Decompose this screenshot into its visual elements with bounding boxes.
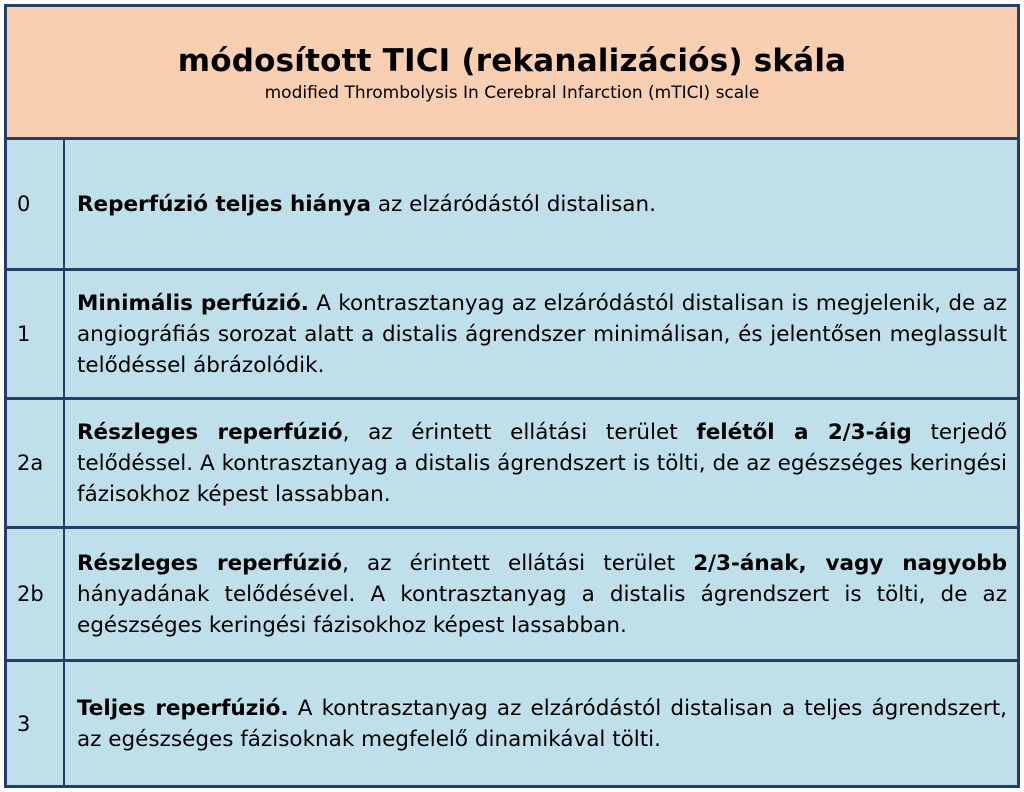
table-header [7, 7, 1017, 140]
description-text: , az érintett ellátási terület [342, 550, 694, 576]
grade-cell: 0 [7, 140, 65, 268]
description-cell [77, 400, 1007, 526]
table-row [7, 271, 1017, 400]
mtici-scale-table [4, 4, 1020, 788]
description-bold: Minimális perfúzió. [77, 290, 309, 316]
description-cell [77, 140, 1007, 268]
description-text: hányadának telődésével. A kontrasztanyag a distalis ágrendszert is tölti, de az egészséges keringési fázisokhoz képest lassabban. [77, 581, 1007, 638]
grade-cell: 2b [7, 529, 65, 659]
grade-cell: 2a [7, 400, 65, 526]
description-bold: Teljes reperfúzió. [77, 695, 289, 721]
description-cell [77, 271, 1007, 397]
description-bold: Részleges reperfúzió [77, 550, 343, 576]
table-row [7, 529, 1017, 662]
table-title: módosított TICI (rekanalizációs) skála [177, 43, 847, 79]
description-text: A kontrasztanyag az elzáródástól distalisan a teljes ágrendszert, az egészséges fázisoknak megfelelő dinamikával tölti. [77, 695, 1007, 752]
description-text: az elzáródástól distalisan. [371, 191, 656, 217]
table-subtitle: modified Thrombolysis In Cerebral Infarction (mTICI) scale [264, 83, 760, 103]
description-text: terjedő telődéssel. A kontrasztanyag a distalis ágrendszert is tölti, de az egészséges keringési fázisokhoz képest lassabban. [77, 419, 1007, 507]
table-row [7, 400, 1017, 529]
description-bold: 2/3-ának, vagy nagyobb [693, 550, 1007, 576]
grade-cell: 1 [7, 271, 65, 397]
grade-cell: 3 [7, 662, 65, 785]
description-bold: Reperfúzió teljes hiánya [77, 191, 371, 217]
table-row [7, 140, 1017, 271]
table-row [7, 662, 1017, 785]
description-text: , az érintett ellátási terület [342, 419, 697, 445]
description-bold: felétől a 2/3-áig [696, 419, 912, 445]
description-cell [77, 662, 1007, 785]
description-cell [77, 529, 1007, 659]
description-text: A kontrasztanyag az elzáródástól distalisan is megjelenik, de az angiográfiás sorozat alatt a distalis ágrendszer minimálisan, és jelentősen meglassult telődéssel ábrázolódik. [77, 290, 1008, 378]
description-bold: Részleges reperfúzió [77, 419, 343, 445]
